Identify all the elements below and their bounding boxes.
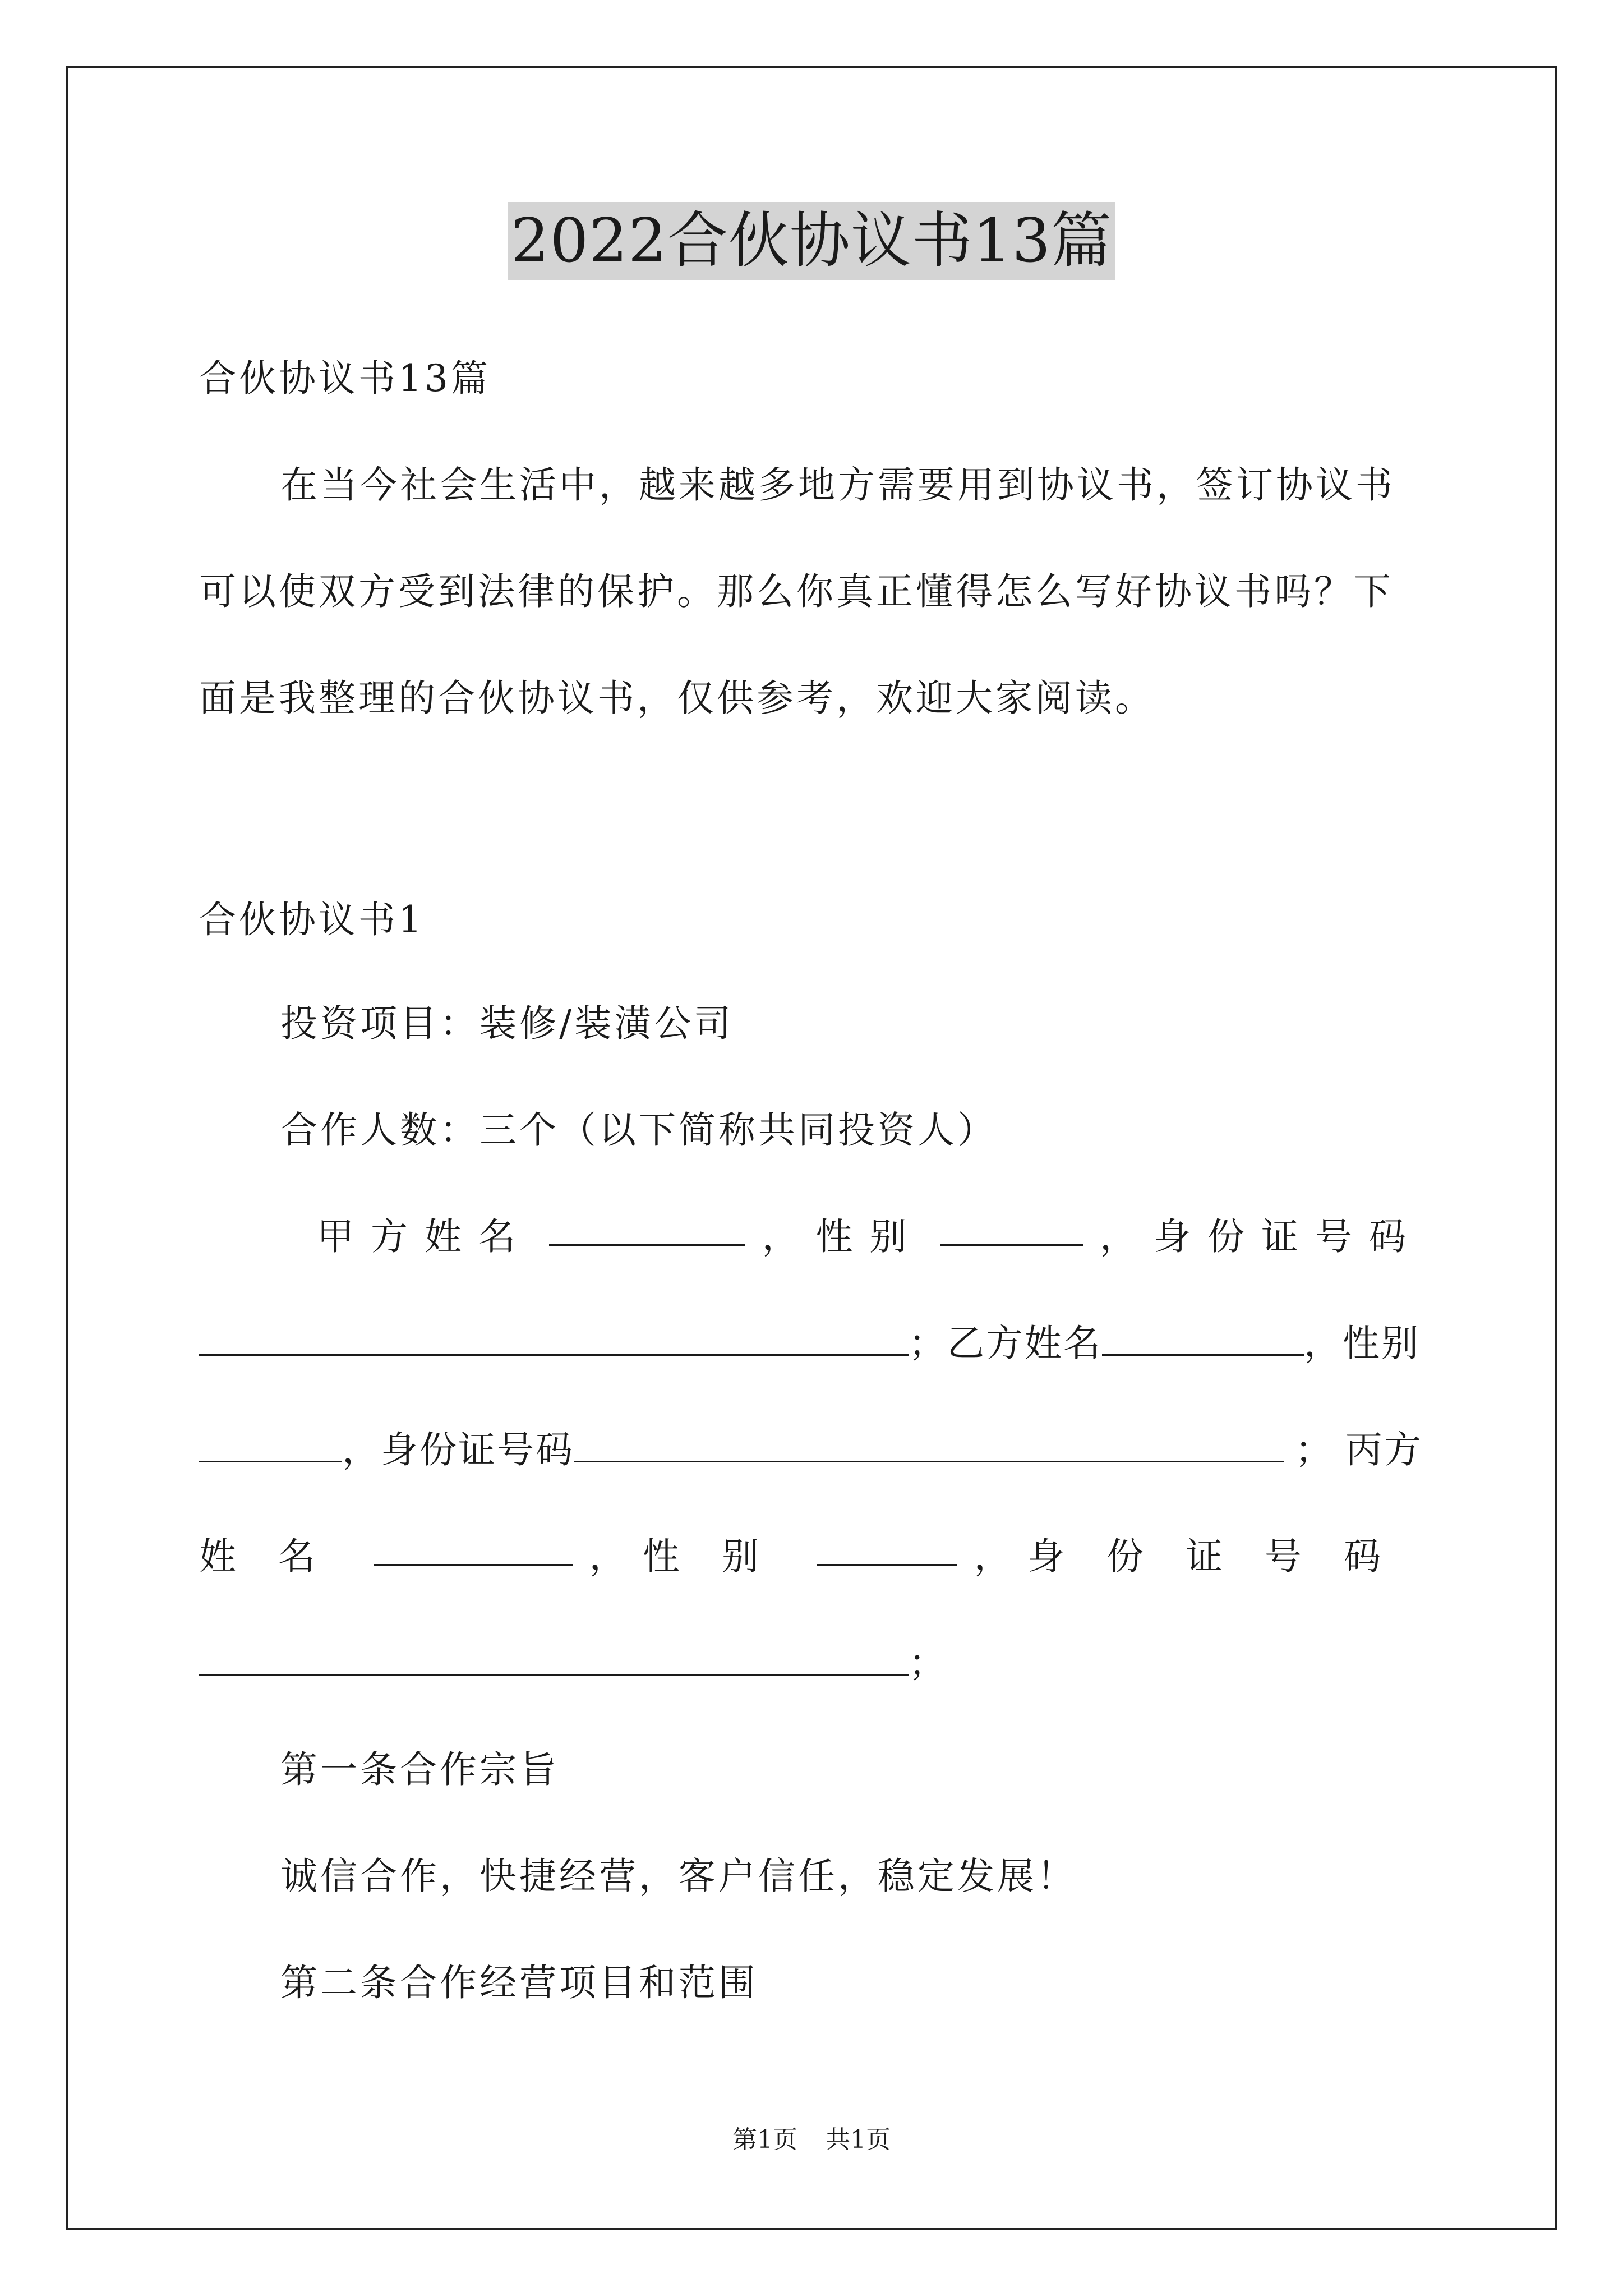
party-c-label: 丙方 — [1345, 1428, 1423, 1471]
party-b-id-blank[interactable] — [574, 1428, 1284, 1462]
party-b-id-label: 身份证号码 — [381, 1428, 574, 1471]
party-b-gender-blank[interactable] — [199, 1428, 342, 1462]
section1-heading: 合伙协议书1 — [199, 898, 425, 941]
intro-line-3: 面是我整理的合伙协议书，仅供参考，欢迎大家阅读。 — [199, 677, 1155, 720]
party-a-name-label: 甲方姓名 — [317, 1215, 532, 1258]
page-current: 第1页 — [732, 2125, 797, 2154]
party-b-gender-label: 性别 — [1343, 1322, 1420, 1365]
party-a-gender-label: 性别 — [815, 1215, 924, 1258]
party-b-name-label: 乙方姓名 — [947, 1322, 1102, 1365]
party-c-id-semicolon: ； — [909, 1641, 948, 1685]
party-c-name-blank[interactable] — [374, 1531, 573, 1566]
party-c-gender-label: 性别 — [642, 1535, 801, 1578]
page-total: 共1页 — [826, 2125, 891, 2154]
party-b-semicolon: ； — [909, 1322, 947, 1365]
party-b-comma: ， — [1304, 1322, 1343, 1365]
party-c-row — [199, 1531, 1423, 1582]
document-title: 2022合伙协议书13篇 — [508, 202, 1115, 280]
intro-line-2: 可以使双方受到法律的保护。那么你真正懂得怎么写好协议书吗？下 — [199, 570, 1394, 613]
party-a-comma-2: ， — [1100, 1215, 1137, 1258]
party-c-comma-1: ， — [589, 1535, 626, 1578]
party-c-comma-2: ， — [974, 1535, 1011, 1578]
title-container — [0, 202, 1623, 280]
party-b-id-row — [199, 1425, 1423, 1475]
party-a-row — [317, 1212, 1423, 1262]
page-footer — [0, 2123, 1623, 2157]
party-c-id-label: 身份证号码 — [1027, 1535, 1423, 1578]
party-a-id-blank[interactable] — [199, 1322, 909, 1356]
party-a-comma-1: ， — [762, 1215, 799, 1258]
party-a-name-blank[interactable] — [549, 1212, 745, 1246]
partner-count: 合作人数：三个（以下简称共同投资人） — [280, 1108, 997, 1152]
investment-project: 投资项目：装修/装潢公司 — [280, 1002, 734, 1045]
party-c-gender-blank[interactable] — [817, 1531, 957, 1566]
party-a-gender-blank[interactable] — [940, 1212, 1083, 1246]
article1-heading: 第一条合作宗旨 — [280, 1748, 559, 1791]
party-c-id-row — [199, 1638, 1423, 1688]
intro-line-1: 在当今社会生活中，越来越多地方需要用到协议书，签订协议书 — [280, 463, 1395, 507]
party-b-id-semicolon: ； — [1295, 1428, 1334, 1471]
document-heading: 合伙协议书13篇 — [199, 357, 491, 400]
party-c-id-blank[interactable] — [199, 1641, 909, 1676]
party-b-name-blank[interactable] — [1102, 1322, 1304, 1356]
article1-text: 诚信合作，快捷经营，客户信任，稳定发展！ — [280, 1855, 1077, 1898]
party-c-name-label: 姓名 — [199, 1535, 357, 1578]
party-a-id-label: 身份证号码 — [1153, 1215, 1423, 1258]
party-b-id-comma: ， — [342, 1428, 381, 1471]
article2-heading: 第二条合作经营项目和范围 — [280, 1961, 758, 2004]
party-b-row — [199, 1318, 1423, 1369]
